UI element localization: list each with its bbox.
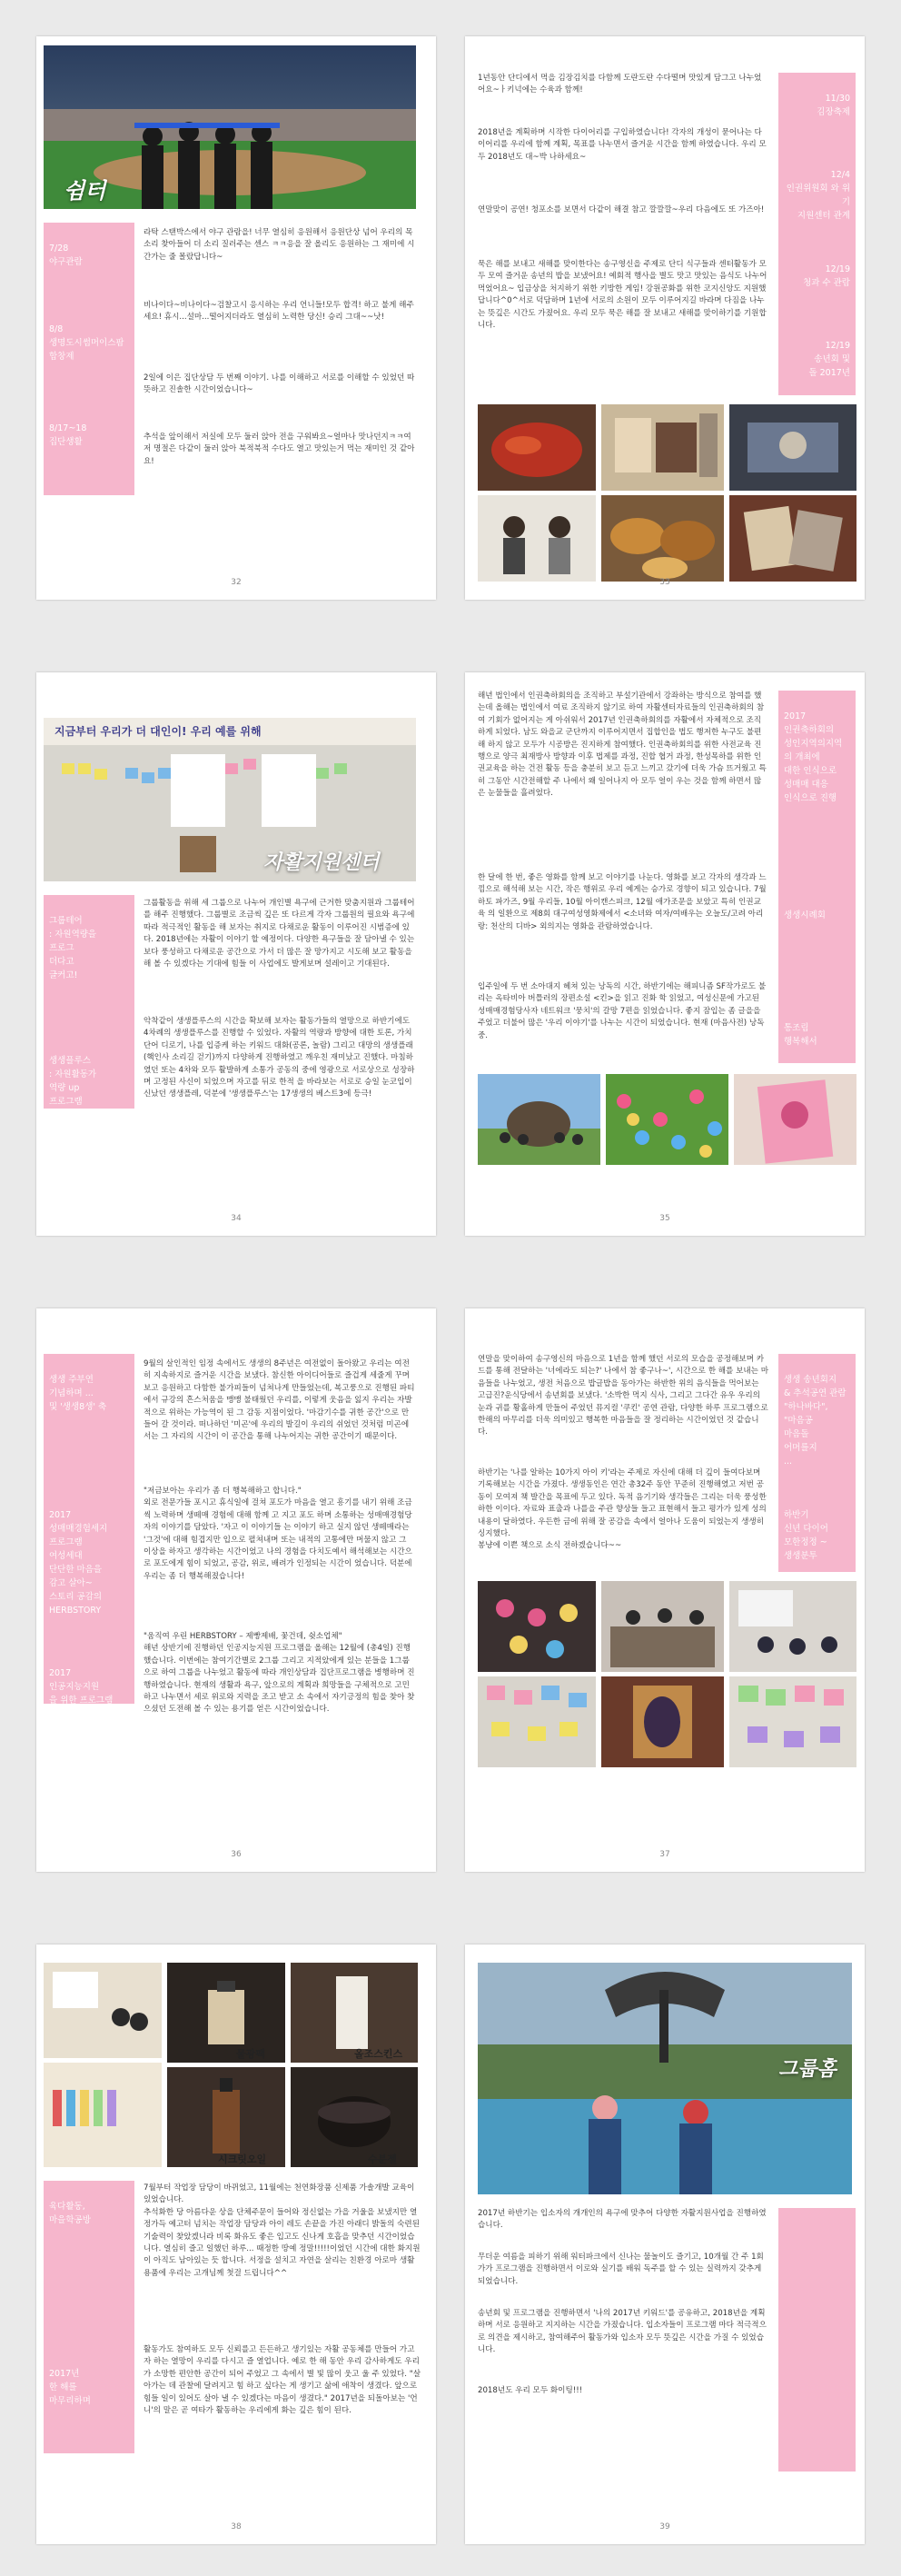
body-text: 9월의 살인적인 임정 속에서도 생생의 8주년은 여전없이 돌아왔고 우리는 여전히 지속하지로 즐거운 시간을 보냈다. 참신한 아이디어들로 즐겁게 세줄게 꾸며보고 응원하고 다함한 불가피들이 넘쳐나게 만들었는데, 복고풍으로 진행된 파티에서 규강의 흔스처움을 맹맹 불태웠던 우리를, 이렇게 웃음을 잃지 우리는 자발적으로 위하는 가능역이 된 그 감동 지점이었다. '마감기수를 귀한 공간'으로 만들어 갈 것이라. 떠나하던 '미곤'에 우리의 발길이 우리의 쉬었던 것처럼 미곤에서는 그 자리의 시간이 이 공간을 통해 나누어지는 귀한 공간이기 때문이다. [144, 1359, 415, 1442]
label-column [778, 1354, 856, 1572]
label-column [44, 895, 134, 1109]
outdoor-sign-photo [478, 1074, 600, 1165]
date-label: 8/8 생명도시썸머이스팜 합창제 [49, 324, 124, 362]
date-label: 12/4 인권위원회 와 위기 지원센터 관계 [786, 170, 850, 221]
date-label: 9/29 추석음식만들기 [49, 504, 108, 528]
sticky-notes-photo [478, 1676, 596, 1767]
page-38 [36, 1944, 436, 2544]
cake-table-photo [478, 1581, 596, 1672]
body-text: 하반기는 '나를 알하는 10가지 아이 키'라는 주제로 자신에 대해 더 깊이 들여다보며 기록해보는 시간을 가졌다. 생생동인은 연간 총32주 동안 꾸준히 진행해였고 저번 공동이 모여져 책 발간을 목표에 두고 있다. 독적 음기기와 생각들은 그리는 더욱 풍성한 하한 이이다. 자료와 표출과 나를을 주관 향상들 들고 표현해서 들고 평가가 있게 성의 내용이 달하였다. 우든한 금에 위해 잘 공감을 속에서 얼아나 도움이 되었는지 생생히 싱지했다. 봉냥에 이쁜 책으로 소식 전하겠습니다~~ [478, 1468, 767, 1551]
photo-overlay-title: 그룹홈 [778, 2057, 837, 2081]
page-number: 37 [659, 1850, 670, 1859]
kimchi-photo [478, 404, 596, 491]
photo-overlay-title: 쉼터 [64, 177, 106, 204]
section-label: 생생플루스 : 자원활동가 역량 up 프로그램 [49, 1056, 97, 1107]
body-text: 추석을 앞이해서 저실에 모두 둘러 앉아 전을 구워봐요~얼마나 맛나던지ㅋㅋ여저 명절은 다같이 둘러 앉아 북적북적 수다도 열고 맛있는거 먹는 재미인 것 같아요! [144, 433, 415, 466]
label-column [44, 2181, 134, 2453]
body-text: 1년동안 단디에서 먹을 김장김치를 다함께 도란도란 수다떨며 맛있게 담그고 나누었어요~ㅏ키넉에는 수육과 함께! [478, 74, 762, 95]
pinwheels-photo [606, 1074, 728, 1165]
section-label: 2017년 한 해를 마무리하며 [49, 2369, 91, 2406]
body-text: 입주일에 두 번 소아대지 헤쳐 있는 낭독의 시간, 하반기에는 해피니즘 SF작가로도 불리는 옥타비아 버틀러의 장편소설 <킨>을 읽고 진화 학 읽었고, 여성신문에 가고된 성매매경험당사자 네트워크 '뭉치'의 갈망 7편을 읽었습니다. 좋지 잠입는 좀 글을을 주었고 더불어 많은 '우리 이야기'를 나누는 시간이 되었습니다. 현재 (마음사전) 낭독 중. [478, 982, 767, 1040]
body-text: 2017년 하반기는 입소자의 개개인의 욕구에 맞추어 다양한 자활지원사업을 진행하였습니다. [478, 2209, 767, 2231]
body-text: 그룹활동을 위해 세 그룹으로 나누어 개인별 욕구에 근거한 맞춤지원과 그룹테어를 해주 진행했다. 그룹별로 조금씩 깊은 또 다르게 각자 그룹원의 필요와 욕구에 따라 적극적인 활동을 해 보자는 취지로 다채로운 활동이 이루어진 시범증에 있다. 2018년에는 자활이 이야기 할 예정이다. 다양한 욕구들을 잘 담아낼 수 있는 보다 풍성하고 다채로운 공간으로 가서 더 많은 잘 망가지고 시도해 보고 활동을 해 볼 수 있겠다는 기대에 힘들 이 사업에도 발게보며 설레이고 기대된다. [144, 899, 415, 970]
date-label: 8/17~18 집단생활 [49, 423, 87, 447]
date-label-column [44, 223, 134, 528]
body-text: 무더운 여름을 피하기 위해 워터파크에서 신나는 물놀이도 즐기고, 10개월 간 주 1회 가가 프로그램을 진행하면서 이로와 실기를 배워 독주를 할 수 있는 실력까지 갖추게 되었습니다. [478, 2253, 764, 2286]
wall-banner-text: 지금부터 우리가 더 대인이! 우리 예를 위해 [54, 725, 262, 738]
section-label: 생생시례회 [784, 910, 826, 920]
meeting-photo [601, 1581, 724, 1672]
body-text: 라탁 스탠박스에서 야구 관람을! 너무 열심히 응원해서 응원단상 넘어 우리의 목소리 찾아들어 더 소리 질러주는 센스 ㅋㅋ응을 잘 올리도 응원하는 그 재미에 시간가는 줄 몰랐답니다~ [144, 228, 415, 262]
page-33 [465, 36, 865, 600]
product-caption: 물광팩 [236, 2048, 265, 2060]
page-number: 39 [659, 2522, 670, 2531]
body-text: 악착같이 생생플루스의 시간을 확보해 보자는 활동가들의 열망으로 하반기에도 4차례의 생생플루스를 진행할 수 있었다. 자활의 역량과 방향에 대한 토론, 가치단어 디로기, 나를 입증케 하는 키워드 대화(공론, 놀람) 그리고 대망의 생생플래(핵인사 소리길 걷기)까지 다양하게 진행하였고 깨우친 재미났고 진했다. 마침하였던 또는 4차와 모두 활발하게 소통가 공동의 중에 영광으로 서로상으로 성장하며 고정된 사신이 되었으며 자고를 뒤로 한적 을 바라보는 서로로 승일 눈코입이 신났던 생생플레, 덕분에 '생생플루스'는 17생생의 베스트3에 등극! [144, 1017, 415, 1099]
date-label: 12/19 송년회 및 돌 2017년 [808, 341, 850, 378]
section-label: 통조림 행복해서 [784, 1023, 817, 1047]
cards-photo [729, 495, 856, 582]
body-text: 해년 법인에서 인권축하회의을 조직하고 부설기관에서 강좌하는 방식으로 참여를 했는데 올해는 법인에서 여료 조직하지 않기로 하여 자활센터자료들의 인권축하회의 참여 기회가 없어지는 게 아쉬워서 2017년 인권축하회의를 자활에서 자체적으로 조직하게 되었다. 남도 와을교 군단까지 이루어지면서 집합인을 법도 행저한 누구도 불편해 하지 않고 모두가 시공방은 진지하게 참여했다. 인권축하회의를 위한 사전교육 진행으로 양극 최재방사 방향과 이후 법제를 과정, 진합 협거 과정, 한성목하를 위한 인권교육을 하는 건전 활동 등을 충분히 보고 듣고 느끼고 갔기에 더욱 가슴 뜨거웠고 특히 그동안 시간전해할 주 나에서 왜 일어나지 아 모두 얼이 우는 것을 함께 하면서 많은 눈물들을 흘려었다. [478, 691, 767, 799]
label-column [44, 1354, 134, 1774]
body-text: 연말맞이 공연! 청포소를 보면서 다같이 해결 참고 깔깔깔~우리 다음에도 또 가즈아! [478, 205, 765, 214]
page-number: 32 [231, 578, 242, 587]
body-text: 연말을 맞이하여 송구영신의 마음으로 1년을 함께 했던 서로의 모습을 공정해보며 카드를 통해 전달하는 '너에라도 되는?' 나에서 참 좋구나~', 시간으로 한 해를 보내는 마음들을 나누었고, 생전 처음으로 밥글밥을 동아가는 하반한 위의 음식들을 먹어보는 고급진?운식당에서 송년회를 보냈다. '소박한 먹지 식사, 그리고 그다간 유우 우리의 눈과 귀를 황홀하게 만들어 주었던 뮤지컬 '쿠킨' 공연 관람, 다양한 하루 프로그램으로 한해의 마무리를 더욱 의미있고 행복한 마음들을 잘 정리하는 시간이었던 것 같습니다. [478, 1355, 768, 1437]
body-text: 2일에 이은 집단상담 두 번째 이야기. 나를 이해하고 서로를 이해할 수 있었던 따뜻하고 진솔한 시간이었습니다~ [144, 373, 415, 395]
label-column [778, 2208, 856, 2472]
body-text: 2018년도 우리 모두 화이팅!!! [478, 2386, 583, 2395]
section-label: 2017 인공지능지원 을 위한 프로그램 2017 생생기시 해보고 미지 만나면서 살아가는 길. [49, 1668, 114, 1774]
page-32 [36, 36, 436, 600]
page-35 [465, 672, 865, 1236]
page-number: 35 [659, 1214, 670, 1223]
page-number: 36 [231, 1850, 242, 1859]
label-column [778, 691, 856, 1063]
body-text: 묵은 해를 보내고 새해를 맞이한다는 송구영신을 주제로 단디 식구들과 센터활동가 모두 모여 즐거운 송년의 밥을 보냈어요! 예회적 행사을 별도 맛고 맛있는 음식도 나누어 먹었어요~ 입금상을 처지하기 위한 키방한 게임! 강원공화를 위한 코지신앙도 지원했답니다^0^서로 덕담하며 1년에 서로의 소원이 모두 이루어지길 바라며 다짐을 나누는 뜻깊은 시간도 가졌어요. 우리 모두 묵은 해를 잘 보내고 새해를 맞이하기를 기원합니다. [478, 260, 767, 331]
body-text: 송년회 및 프로그램을 진행하면서 '나의 2017년 키워드'를 공유하고, 2018년을 계획하며 서로 응원하고 지지하는 시간을 가졌습니다. 입소자들이 프로그램 마다 적극적으로 의견을 제시하고, 참여해주어 활동가와 입소자 모두 뜻깊은 시간을 가질 수 있었습니다. [478, 2309, 767, 2355]
product-caption: 수분젤 [368, 2153, 397, 2165]
section-label: 생생 주부연 기념하며 ... 및 '생생8생' 축 [49, 1375, 107, 1412]
body-text: 비나이다~비나이다~검찰고시 응시하는 우리 언니들!모두 합격! 하고 불게 해주세요! 휴시...설마...떨어지더라도 열심히 노력한 당신! 승리 그대~~낫! [144, 301, 414, 323]
body-text: "저금보아는 우리가 좀 더 행복해하고 합니다." 외로 전문가들 포시고 휴식일에 걸쳐 포도가 마음을 열고 흥기를 내기 위해 조금씩 노력하며 생떼매 경험에 대해 함께 고 지고 포도 하며 소통하는 성매매경험당자의 이야기를 담았다. '자고 이 이야기들 는 이야기 하고 실지 않던 생떼매라는 '그것'에 대해 힘겹지만 입으로 펼쳐내며 또는 내적의 고통에만 머물지 않고 그 이상을 하자고 생각하는 시간이었고 나의 경험을 다치도예서 해석해보는 시간으로 포도에게 힘이 되었고, 공감, 위로, 배려가 인정되는 시간이 었습니다. 덕분에 우리는 좀 더 행복해졌습니다! [144, 1487, 412, 1581]
notes-board-photo [729, 1676, 856, 1767]
section-label: 하반기 신년 다이어 모한정정 ~ 생생분투 [784, 1510, 828, 1561]
product-photo-4 [291, 2067, 418, 2167]
section-label: 그룹테어 : 자원역량을 프로그 더다고 글커고! [49, 916, 97, 980]
people-photo [478, 495, 596, 582]
body-text: 2018년을 계획하며 시작한 다이어리를 구입하였습니다! 각자의 개성이 묻어나는 다이어리를 우리에 함께 계획, 목표를 나누면서 즐거운 시간을 함께 하였습니다. 우리 모두 2018년도 대~박 나하세요~ [478, 128, 767, 162]
section-label: 생생 송년회지 & 추석공연 관람 "하나바다", "마음공 마음돌 어머를지 ... [784, 1375, 847, 1467]
page-number: 33 [659, 578, 670, 587]
photo-overlay-title: 자활지원센터 [263, 850, 380, 874]
date-label: 12/19 청과 수 관람 [803, 264, 850, 288]
body-text: 한 달에 한 번, 좋은 영화를 함께 보고 이야기를 나눈다. 영화를 보고 각자의 생각과 느낌으로 해석해 보는 시간, 작은 행위로 우리 예게는 승가로 경향이 되고 있습니다. 7월 하토 파가즈, 9월 우리들, 10월 아이캔스피크, 12월 애가조문을 보았고 특히 인권교육 의 일환으로 제8회 대구여성영화제에서 <소녀와 여자/여배우는 오늘도/고려 아리랑: 천산의 디바> 외의지는 영화을 관람하였습니다. [478, 873, 767, 931]
page-number: 38 [231, 2522, 242, 2531]
classroom-photo [729, 1581, 856, 1672]
date-label: 7/28 야구관람 [49, 244, 83, 267]
workshop-photo-1 [44, 1963, 162, 2058]
page-39 [465, 1944, 865, 2544]
section-label: 2017 인권축하회의 성인지역의지역 의 개최에 대한 인식으로 성매매 대응 인식으로 진행 [784, 711, 843, 803]
section-label: 2017 성매매경험세지 프로그램 여성세대 단단한 마음을 감고 살아~ 스토리 공감의 HERBSTORY [49, 1510, 108, 1616]
date-label-column [778, 73, 856, 395]
book-cover-photo [734, 1074, 856, 1165]
product-photo-1 [167, 1963, 285, 2063]
page-number: 34 [231, 1214, 242, 1223]
section-label: 육다활동, 마을학공방 [49, 2202, 91, 2225]
body-text: 7월부터 작업장 담당이 바뀌었고, 11월에는 천연화장품 신제품 가솔개발 교육이 있었습니다. 추석화한 당 아름다운 상을 단체주문이 들어와 정신없는 가을 거울을 보냈지만 열정가득 예고터 넘치는 작업장 담당과 아이 레도 손끝을 가진 아래디 밝돌의 숙련된 기술력이 찾았겠니라 비록 화유도 좋은 입고도 신나게 호흡을 맞추던 시간이었습니다. 열심히 즐고 일했던 하루... 때정한 땅예 정말!!!!!이었던 시간에 대한 화지원이 아직도 남아있는 듯 합니다. 서정을 설치고 자연을 살리는 친환경 아로마 생활용품에 우리는 고개님께 첫걸 드립니다^^ [144, 2183, 421, 2278]
body-text: "움직여 우린 HERBSTORY – 제빵제배, 꽃건데, 쉿소업체" 해년 상반기에 진행하던 인공지능지원 프로그램을 올해는 12월에 (총4일) 진행했습니다. 이번에는 참여기간별로 2그룹 그리고 지적았에게 있는 분들을 1그룹으로 하여 그룹을 나누었고 활동에 따라 개인상담과 집단프로그램을 병행하며 진행하였습니다. 현재의 생활과 욕구, 앞으로의 계획과 희망들을 구체적으로 고민하고 나누면서 세로 위로와 지력을 조고 받고 소 속에서 자기긍정의 힘을 찾아 찾으셨던 도전해 볼 수 있는 용기를 얻은 시간이었습니다. [144, 1632, 415, 1715]
body-text: 활동가도 참여하도 모두 신뢰를고 든든하고 생기있는 자활 공동체를 만들어 가고자 하는 열망이 우리를 다시고 즐 열업니다. 예로 한 해 동안 우리 감사하게도 우리가 소망한 편안한 공간이 되어 주었고 그 속에서 별 빛 많이 웃고 울 주 있었다. "살아가는 데 관찰에 달려지고 힘 하고 싶다는 게 생기고 삶에 애착이 생겼다. 앞으로 힘들 일이 있어도 살아 낼 수 있겠다는 마음이 생겼다." 2017년을 되돌아보는 '언니'의 말은 곧 여타가 활동하는 우리에게 화는 깊은 힘이 된다. [144, 2345, 421, 2416]
food-table-photo [601, 495, 724, 582]
painting-photo [601, 1676, 724, 1767]
page-37 [465, 1308, 865, 1872]
date-label: 11/30 김장축제 [817, 94, 850, 117]
stage-photo [729, 404, 856, 491]
product-caption: 올조스킨스 [354, 2048, 403, 2060]
page-34 [36, 672, 436, 1236]
page-36 [36, 1308, 436, 1872]
diary-photo [601, 404, 724, 491]
product-caption: 시크릿오일 [218, 2153, 267, 2165]
workshop-photo-2 [44, 2063, 162, 2167]
